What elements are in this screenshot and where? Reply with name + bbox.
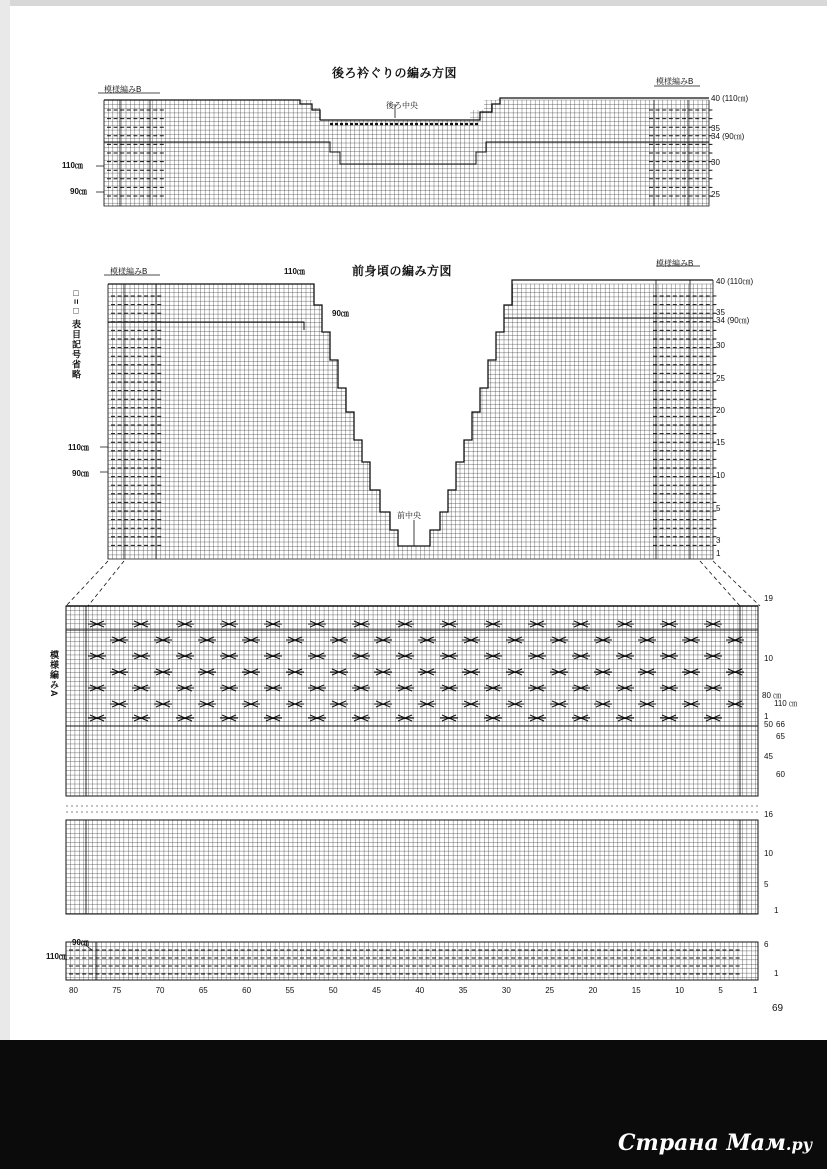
- back-row-34: 34 (90㎝): [711, 132, 745, 141]
- front-pattern-b-left-marks: [111, 296, 161, 545]
- pattern-a-label: 模様編みA: [49, 650, 59, 698]
- pattern-a-cable-crossings: [88, 621, 744, 721]
- page-number: 69: [772, 1003, 784, 1014]
- back-row-25: 25: [711, 190, 720, 199]
- front-title: 前身頃の編み方図: [352, 264, 453, 278]
- site-watermark: [618, 1130, 812, 1156]
- lower-row-110cm: 110 ㎝: [774, 699, 797, 708]
- front-row-1: 1: [716, 549, 721, 558]
- stitch-number: 45: [372, 986, 381, 995]
- lower-row-10: 10: [764, 654, 773, 663]
- symbol-omitted-note: □=□ 表目記号省略: [71, 288, 81, 380]
- back-pattern-b-left: 模様編みB: [104, 85, 142, 94]
- stitch-number: 40: [415, 986, 425, 995]
- lower-row-50: 50: [764, 720, 773, 729]
- bottom-size-90: 90㎝: [72, 938, 89, 947]
- front-row-34: 34 (90㎝): [716, 316, 750, 325]
- watermark-text: Страна Мам: [618, 1130, 786, 1156]
- lower-row-66: 66: [776, 720, 785, 729]
- stitch-number: 50: [328, 986, 338, 995]
- stitch-number: 15: [631, 986, 641, 995]
- back-pattern-b-right: 模様編みB: [656, 77, 694, 86]
- front-row-20: 20: [716, 406, 725, 415]
- watermark-suffix: .ру: [785, 1135, 813, 1154]
- mid-row-16: 16: [764, 810, 773, 819]
- stitch-number: 65: [198, 986, 208, 995]
- front-center-label: 前中央: [397, 511, 421, 520]
- connector-left: [66, 561, 124, 606]
- lower-row-60: 60: [776, 770, 785, 779]
- back-row-30: 30: [711, 158, 720, 167]
- stitch-number: 20: [588, 986, 598, 995]
- front-row-40: 40 (110㎝): [716, 277, 754, 286]
- bottom-row-1: 1: [774, 969, 779, 978]
- back-size-90: 90㎝: [70, 187, 87, 196]
- stitch-number: 1: [753, 986, 758, 995]
- back-size-110: 110㎝: [62, 161, 83, 170]
- front-pattern-b-left: 模様編みB: [110, 267, 148, 276]
- stitch-number: 10: [675, 986, 684, 995]
- back-size-leaders: [96, 166, 104, 192]
- mid-row-5: 5: [764, 880, 769, 889]
- front-row-10: 10: [716, 471, 725, 480]
- chart-break-marks: [66, 806, 758, 812]
- stitch-number: 55: [285, 986, 295, 995]
- lower-row-1: 1: [764, 712, 769, 721]
- stitch-number: 30: [501, 986, 511, 995]
- stitch-number: 5: [718, 986, 723, 995]
- back-neck-title: 後ろ衿ぐりの編み方図: [332, 66, 458, 80]
- stitch-number: 70: [155, 986, 165, 995]
- back-pattern-b-left-marks: [107, 110, 164, 196]
- stitch-number: 25: [545, 986, 555, 995]
- back-90cm-line: [104, 142, 709, 164]
- mid-row-1: 1: [774, 906, 779, 915]
- front-size-110-top: 110㎝: [284, 267, 305, 276]
- front-pattern-b-right: 模様編みB: [656, 259, 694, 268]
- front-size-110: 110㎝: [68, 443, 89, 452]
- stitch-number: 60: [242, 986, 252, 995]
- front-row-15: 15: [716, 438, 725, 447]
- front-row-25: 25: [716, 374, 725, 383]
- plain-body-frame: [66, 820, 758, 914]
- front-90cm-line-left: [108, 322, 304, 330]
- stitch-number: 35: [458, 986, 468, 995]
- front-size-leaders: [100, 447, 108, 472]
- plain-body-grid: [66, 820, 758, 914]
- front-row-5: 5: [716, 504, 721, 513]
- front-row-35: 35: [716, 308, 725, 317]
- back-center-label: 後ろ中央: [386, 101, 418, 110]
- front-size-90: 90㎝: [72, 469, 89, 478]
- front-row-3: 3: [716, 536, 721, 545]
- front-row-30: 30: [716, 341, 725, 350]
- lower-row-19: 19: [764, 594, 773, 603]
- lower-row-65: 65: [776, 732, 785, 741]
- back-row-35: 35: [711, 124, 720, 133]
- lower-row-80cm: 80 ㎝: [762, 691, 782, 700]
- front-size-90-top: 90㎝: [332, 309, 349, 318]
- stitch-number: 80: [69, 986, 78, 995]
- connector-right: [700, 561, 760, 606]
- bottom-row-6: 6: [764, 940, 769, 949]
- bottom-size-110: 110㎝: [46, 952, 67, 961]
- pattern-a-row-lines: [66, 630, 758, 726]
- stitch-number: 75: [112, 986, 122, 995]
- mid-row-10: 10: [764, 849, 773, 858]
- lower-row-45: 45: [764, 752, 773, 761]
- back-row-40: 40 (110㎝): [711, 94, 749, 103]
